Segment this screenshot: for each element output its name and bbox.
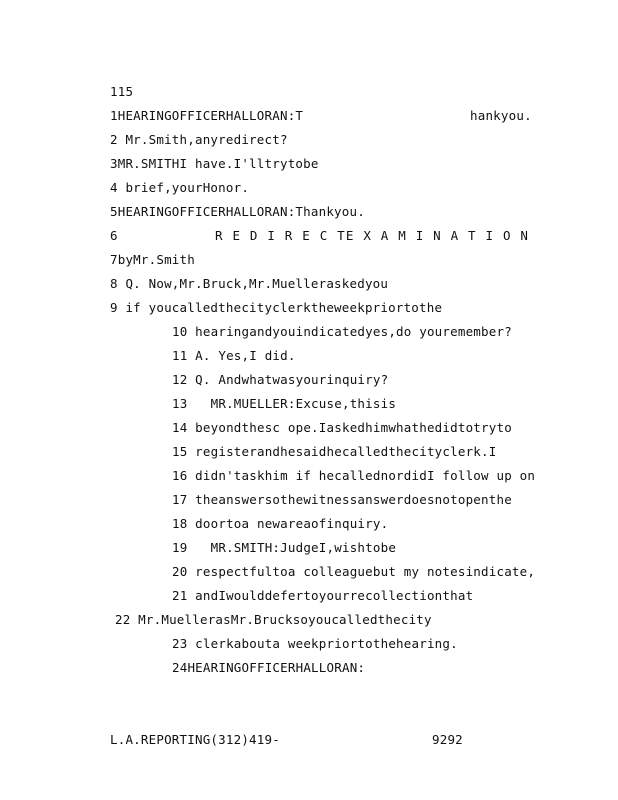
transcript-line-1-tail: hankyou. [470,108,532,123]
transcript-line-14: 14 beyondthesc ope.Iaskedhimwhathedidtotryto [172,420,512,435]
transcript-line-2: 2 Mr.Smith,anyredirect? [110,132,288,147]
transcript-line-9: 9 if youcalledthecityclerktheweekpriortothe [110,300,443,315]
transcript-line-6: 6 [110,228,118,243]
transcript-line-7: 7byMr.Smith [110,252,195,267]
transcript-line-23: 23 clerkabouta weekpriortothehearing. [172,636,458,651]
transcript-line-1: 1HEARINGOFFICERHALLORAN:T [110,108,304,123]
transcript-line-4: 4 brief,yourHonor. [110,180,250,195]
transcript-line-18: 18 doortoa newareaofinquiry. [172,516,389,531]
transcript-line-16: 16 didn'taskhim if hecallednordidI follow up on [172,468,536,483]
section-heading: R E D I R E C TE X A M I N A T I O N [215,228,530,243]
transcript-line-13: 13 MR.MUELLER:Excuse,thisis [172,396,397,411]
footer-phone-suffix: 9292 [432,732,463,747]
transcript-line-10: 10 hearingandyouindicatedyes,do youremember? [172,324,512,339]
transcript-line-12: 12 Q. Andwhatwasyourinquiry? [172,372,389,387]
transcript-line-17: 17 theanswersothewitnessanswerdoesnotopenthe [172,492,512,507]
footer-reporter: L.A.REPORTING(312)419- [110,732,280,747]
transcript-line-22: 22 Mr.MuellerasMr.Brucksoyoucalledthecity [115,612,432,627]
transcript-line-24: 24HEARINGOFFICERHALLORAN: [172,660,366,675]
transcript-line-20: 20 respectfultoa colleaguebut my notesindicate, [172,564,536,579]
transcript-line-15: 15 registerandhesaidhecalledthecityclerk.I [172,444,497,459]
transcript-line-3: 3MR.SMITHI have.I'lltrytobe [110,156,319,171]
transcript-line-19: 19 MR.SMITH:JudgeI,wishtobe [172,540,397,555]
transcript-line-8: 8 Q. Now,Mr.Bruck,Mr.Muelleraskedyou [110,276,389,291]
transcript-line-11: 11 A. Yes,I did. [172,348,296,363]
transcript-line-21: 21 andIwoulddefertoyourrecollectionthat [172,588,474,603]
transcript-line-5: 5HEARINGOFFICERHALLORAN:Thankyou. [110,204,365,219]
page-number: 115 [110,84,134,99]
